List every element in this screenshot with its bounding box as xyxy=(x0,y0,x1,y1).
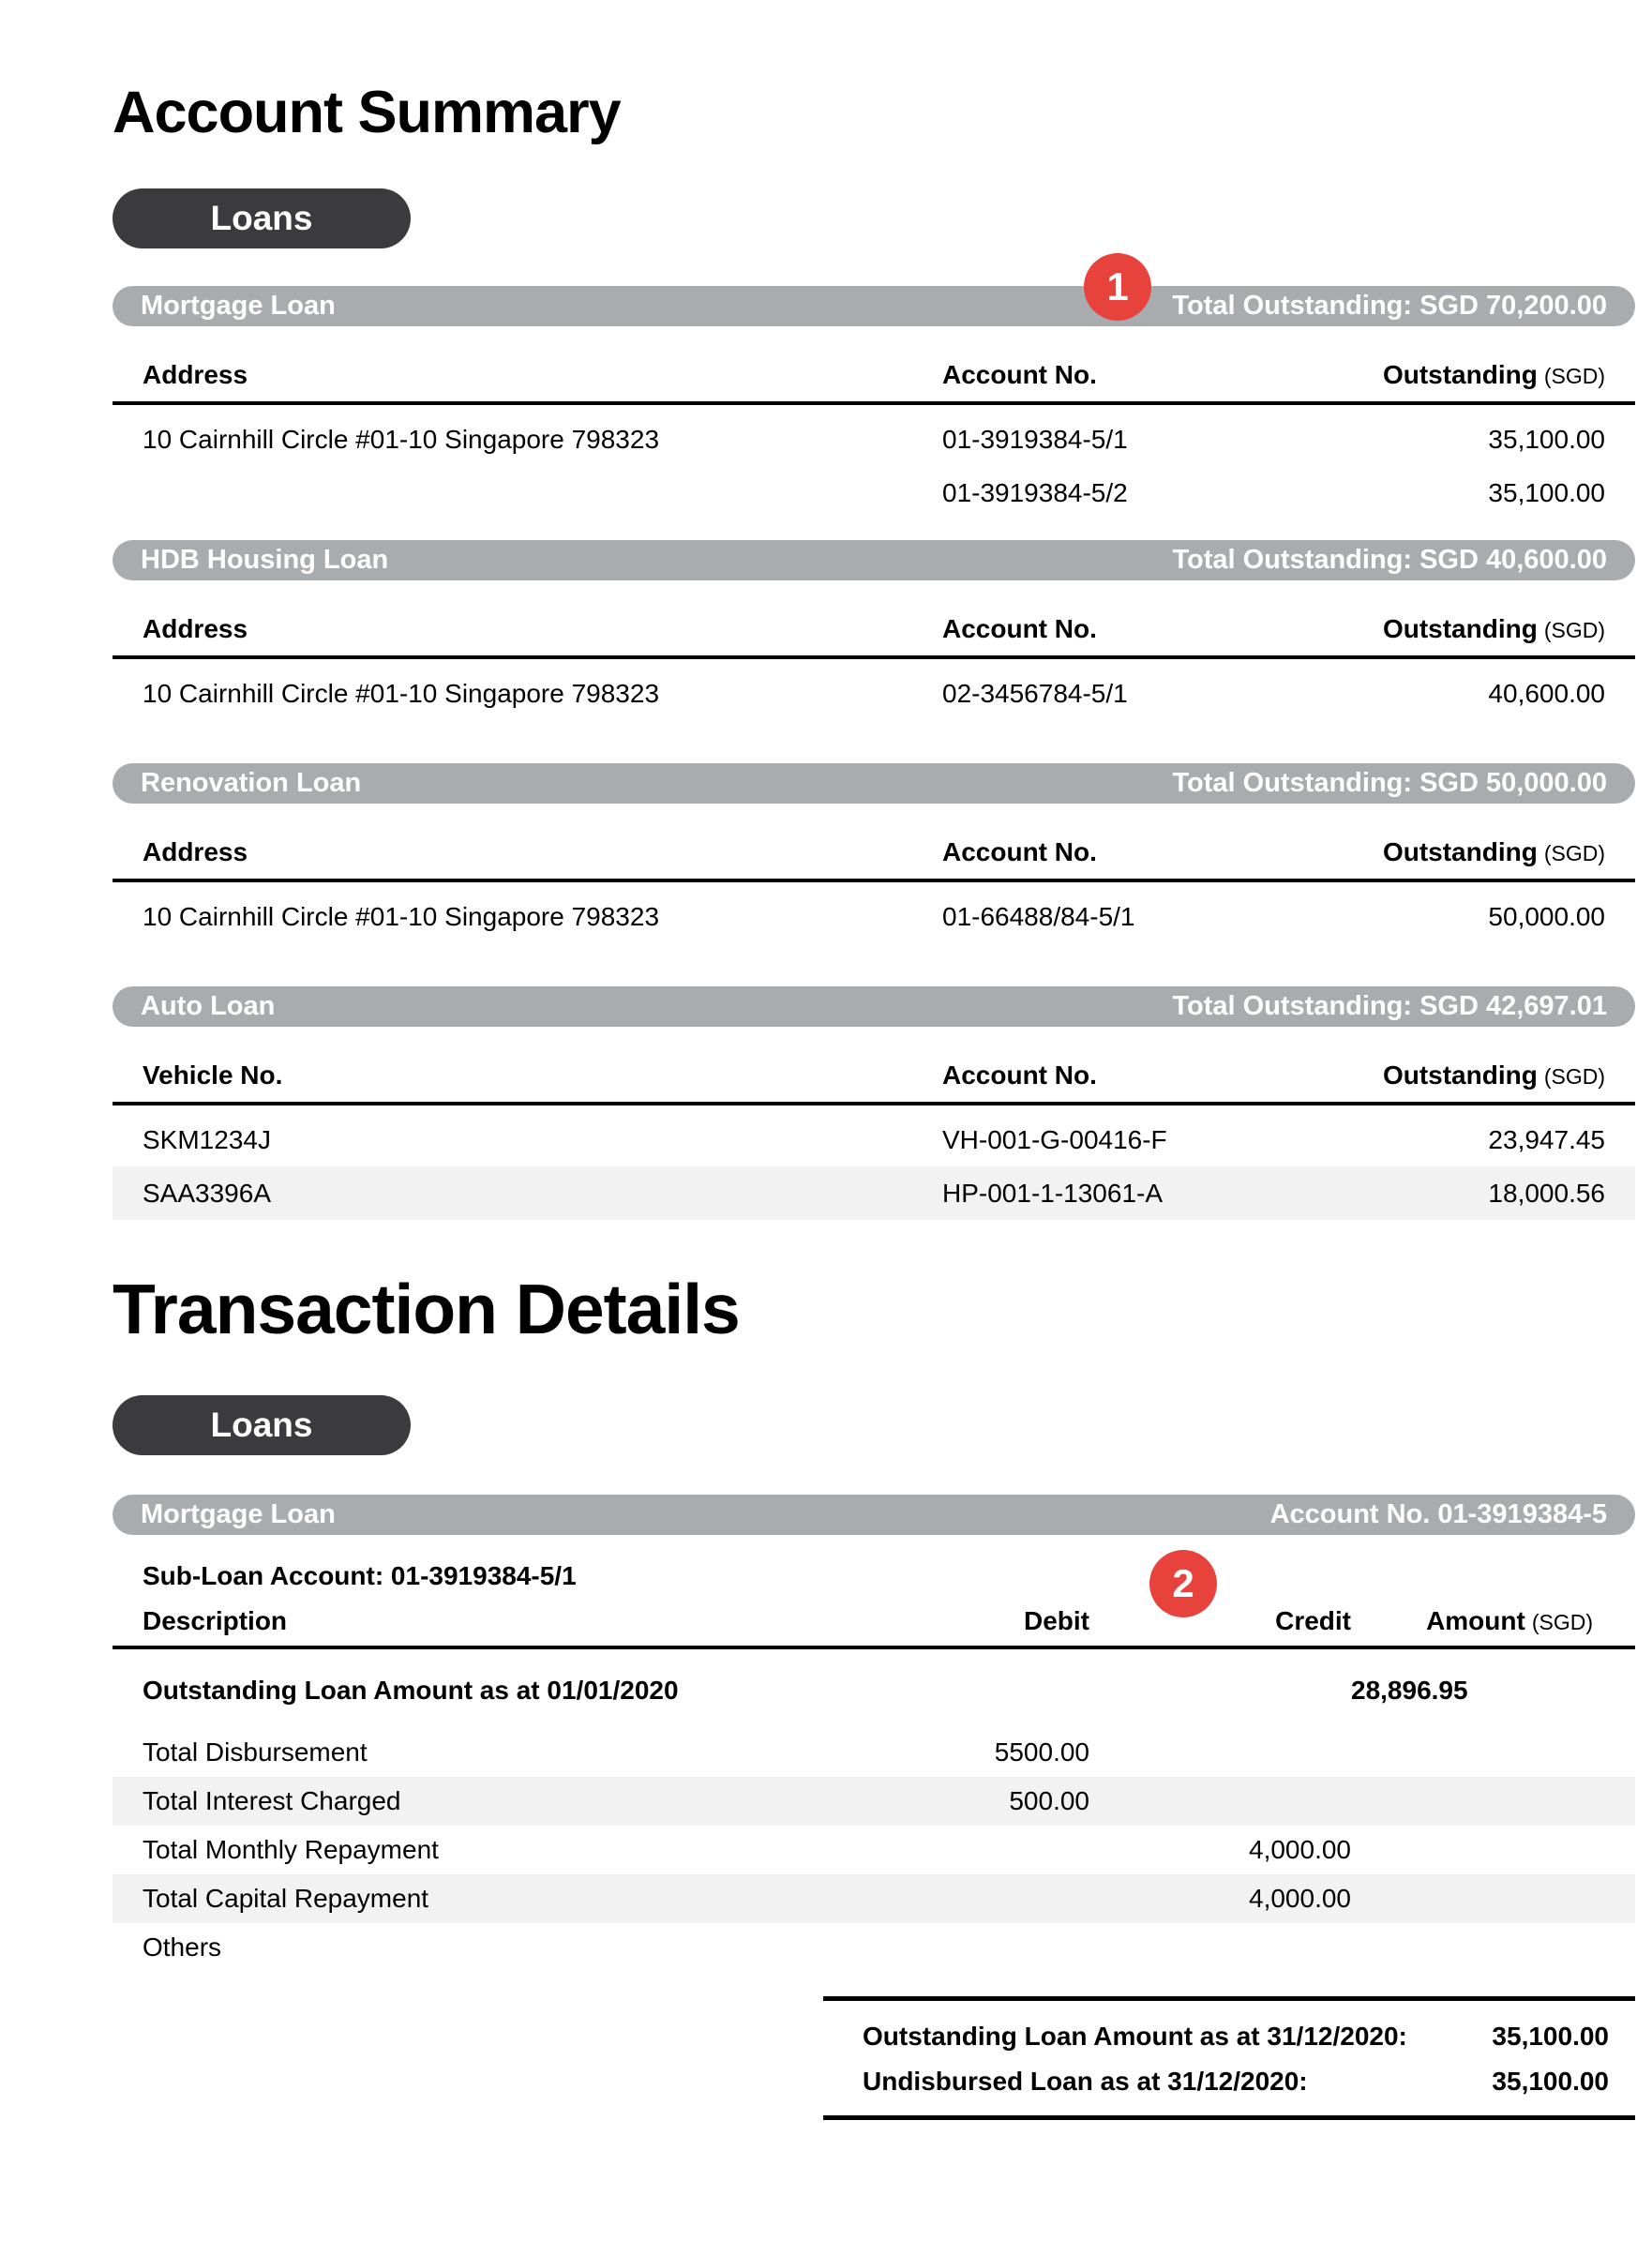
cell-outstanding: 35,100.00 xyxy=(1488,477,1605,507)
column-header-address: Address xyxy=(143,837,248,867)
table-row xyxy=(113,667,1635,720)
loan-table-body xyxy=(113,659,1635,720)
callout-badge-2 xyxy=(1149,1550,1217,1617)
column-header-outstanding: Outstanding (SGD) xyxy=(1382,614,1605,644)
closing-summary-label: Undisbursed Loan as at 31/12/2020: xyxy=(863,2066,1308,2096)
cell-vehicle-no: SAA3396A xyxy=(143,1178,271,1208)
column-header-credit: Credit xyxy=(1275,1605,1351,1635)
closing-summary-value: 35,100.00 xyxy=(1492,2066,1609,2096)
transaction-table-header xyxy=(113,1591,1635,1649)
auto-loan-section-bar xyxy=(113,986,1635,1027)
section-bar-title: Mortgage Loan xyxy=(141,291,336,322)
loans-group-pill xyxy=(113,188,411,248)
auto-loan-section xyxy=(113,986,1635,1220)
statement-content xyxy=(113,0,1635,2120)
sub-loan-account-line: Sub-Loan Account: 01-3919384-5/1 2 xyxy=(113,1561,1635,1591)
column-header-vehicle-no: Vehicle No. xyxy=(143,1060,283,1090)
section-bar-title: Auto Loan xyxy=(141,991,276,1022)
cell-debit: 5500.00 xyxy=(994,1737,1089,1767)
column-header-address: Address xyxy=(143,614,248,644)
section-bar-account-no: Account No. 01-3919384-5 xyxy=(1269,1498,1607,1529)
table-row xyxy=(113,1113,1635,1166)
cell-account-no: 02-3456784-5/1 xyxy=(942,678,1128,708)
opening-balance-row xyxy=(113,1649,1635,1728)
cell-outstanding: 50,000.00 xyxy=(1488,901,1605,931)
currency-note: (SGD) xyxy=(1543,1064,1605,1090)
renovation-loan-section xyxy=(113,763,1635,943)
cell-address: 10 Cairnhill Circle #01-10 Singapore 798323 xyxy=(143,678,660,708)
column-header-account-no: Account No. xyxy=(942,1060,1097,1090)
loan-table-header xyxy=(113,580,1635,659)
section-bar-total: Total Outstanding: SGD 42,697.01 xyxy=(1172,991,1607,1022)
section-bar-title: Mortgage Loan xyxy=(141,1498,336,1529)
section-bar-title: HDB Housing Loan xyxy=(141,545,389,576)
cell-address: 10 Cairnhill Circle #01-10 Singapore 798323 xyxy=(143,901,660,931)
transaction-row xyxy=(113,1874,1635,1923)
table-row xyxy=(113,890,1635,943)
loans-group-pill-label: Loans xyxy=(210,199,313,238)
column-header-outstanding: Outstanding (SGD) xyxy=(1382,360,1605,390)
cell-description: Total Disbursement xyxy=(143,1737,368,1767)
loan-table-header xyxy=(113,804,1635,882)
column-header-description: Description xyxy=(143,1605,288,1635)
column-header-account-no: Account No. xyxy=(942,360,1097,390)
cell-account-no: VH-001-G-00416-F xyxy=(942,1124,1167,1154)
cell-account-no: 01-3919384-5/2 xyxy=(942,477,1128,507)
section-bar-total: Total Outstanding: SGD 70,200.00 xyxy=(1172,291,1607,322)
closing-summary-value: 35,100.00 xyxy=(1492,2021,1609,2051)
currency-note: (SGD) xyxy=(1543,618,1605,643)
cell-account-no: 01-3919384-5/1 xyxy=(942,424,1128,454)
hdb-housing-loan-section-bar xyxy=(113,540,1635,580)
column-header-outstanding: Outstanding (SGD) xyxy=(1382,837,1605,867)
transaction-row xyxy=(113,1923,1635,1972)
closing-summary-row xyxy=(823,2014,1635,2059)
cell-outstanding: 35,100.00 xyxy=(1488,424,1605,454)
hdb-housing-loan-section xyxy=(113,540,1635,720)
currency-note: (SGD) xyxy=(1543,364,1605,389)
loan-table-body xyxy=(113,1105,1635,1220)
transaction-row xyxy=(113,1826,1635,1874)
cell-outstanding: 23,947.45 xyxy=(1488,1124,1605,1154)
loans-group-pill xyxy=(113,1395,411,1455)
column-header-amount: Amount (SGD) xyxy=(1426,1605,1593,1635)
callout-badge-1 xyxy=(1084,253,1151,321)
renovation-loan-section-bar xyxy=(113,763,1635,804)
column-header-address: Address xyxy=(143,360,248,390)
cell-outstanding: 18,000.56 xyxy=(1488,1178,1605,1208)
transaction-details-title: Transaction Details xyxy=(113,1270,740,1349)
cell-debit: 500.00 xyxy=(1009,1785,1089,1815)
opening-balance-amount: 28,896.95 xyxy=(1351,1675,1468,1705)
cell-account-no: 01-66488/84-5/1 xyxy=(942,901,1135,931)
column-header-outstanding: Outstanding (SGD) xyxy=(1382,1060,1605,1090)
column-header-debit: Debit xyxy=(1024,1605,1089,1635)
closing-summary-box xyxy=(823,1996,1635,2120)
loan-table-header xyxy=(113,326,1635,405)
loan-table-body xyxy=(113,405,1635,519)
cell-description: Total Capital Repayment xyxy=(143,1883,429,1913)
opening-balance-label: Outstanding Loan Amount as at 01/01/2020 xyxy=(143,1675,679,1705)
mortgage-loan-section xyxy=(113,264,1635,519)
loans-group-pill-label: Loans xyxy=(210,1405,313,1444)
closing-summary-label: Outstanding Loan Amount as at 31/12/2020: xyxy=(863,2021,1407,2051)
loan-table-body xyxy=(113,882,1635,943)
section-bar-title: Renovation Loan xyxy=(141,768,362,799)
mortgage-loan-transactions-bar xyxy=(113,1495,1635,1535)
cell-description: Total Monthly Repayment xyxy=(143,1834,439,1864)
mortgage-loan-section-bar xyxy=(113,264,1635,326)
cell-account-no: HP-001-1-13061-A xyxy=(942,1178,1164,1208)
section-bar-total: Total Outstanding: SGD 50,000.00 xyxy=(1172,768,1607,799)
account-summary-title: Account Summary xyxy=(113,80,621,145)
mortgage-loan-transactions-section xyxy=(113,1495,1635,2120)
table-row xyxy=(113,466,1635,519)
closing-summary-row xyxy=(823,2059,1635,2104)
column-header-account-no: Account No. xyxy=(942,614,1097,644)
transaction-row xyxy=(113,1728,1635,1777)
callout-badge-2-number: 2 xyxy=(1172,1560,1194,1605)
cell-credit: 4,000.00 xyxy=(1249,1834,1351,1864)
cell-outstanding: 40,600.00 xyxy=(1488,678,1605,708)
cell-address: 10 Cairnhill Circle #01-10 Singapore 798323 xyxy=(143,424,660,454)
column-header-account-no: Account No. xyxy=(942,837,1097,867)
section-bar-total: Total Outstanding: SGD 40,600.00 xyxy=(1172,545,1607,576)
cell-credit: 4,000.00 xyxy=(1249,1883,1351,1913)
table-row xyxy=(113,413,1635,466)
cell-description: Others xyxy=(143,1932,222,1962)
loan-table-header xyxy=(113,1027,1635,1105)
cell-description: Total Interest Charged xyxy=(143,1785,401,1815)
cell-vehicle-no: SKM1234J xyxy=(143,1124,271,1154)
transaction-row xyxy=(113,1777,1635,1826)
callout-badge-1-number: 1 xyxy=(1106,264,1129,309)
currency-note: (SGD) xyxy=(1531,1609,1593,1634)
currency-note: (SGD) xyxy=(1543,841,1605,866)
table-row xyxy=(113,1166,1635,1220)
